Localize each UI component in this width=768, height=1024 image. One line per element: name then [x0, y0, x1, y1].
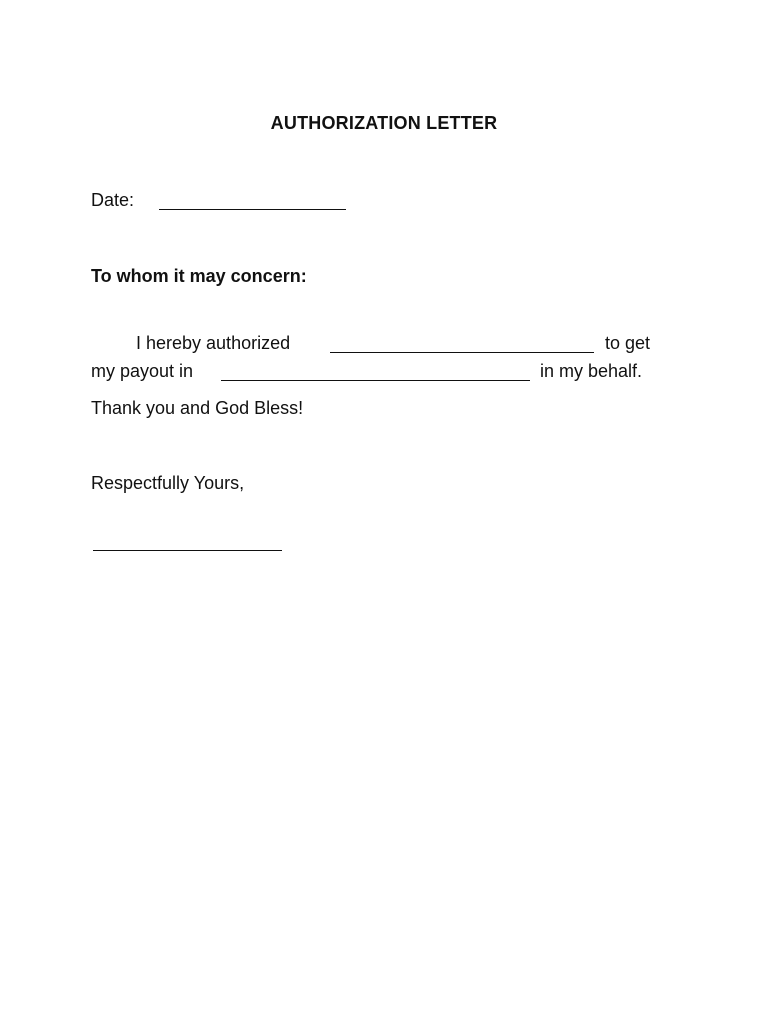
- body-line1-end: to get: [605, 333, 651, 353]
- thanks-line: Thank you and God Bless!: [91, 398, 304, 418]
- body-line1-start: I hereby authorized: [136, 333, 291, 353]
- authorized-person-blank[interactable]: [330, 352, 594, 353]
- letter-title: AUTHORIZATION LETTER: [270, 113, 498, 133]
- payout-blank[interactable]: [221, 380, 530, 381]
- salutation: To whom it may concern:: [91, 266, 307, 286]
- date-blank[interactable]: [159, 209, 346, 210]
- date-label: Date:: [91, 190, 135, 210]
- signature-blank[interactable]: [93, 550, 282, 551]
- body-line2-start: my payout in: [91, 361, 194, 381]
- body-line2-end: in my behalf.: [540, 361, 643, 381]
- closing-line: Respectfully Yours,: [91, 473, 245, 493]
